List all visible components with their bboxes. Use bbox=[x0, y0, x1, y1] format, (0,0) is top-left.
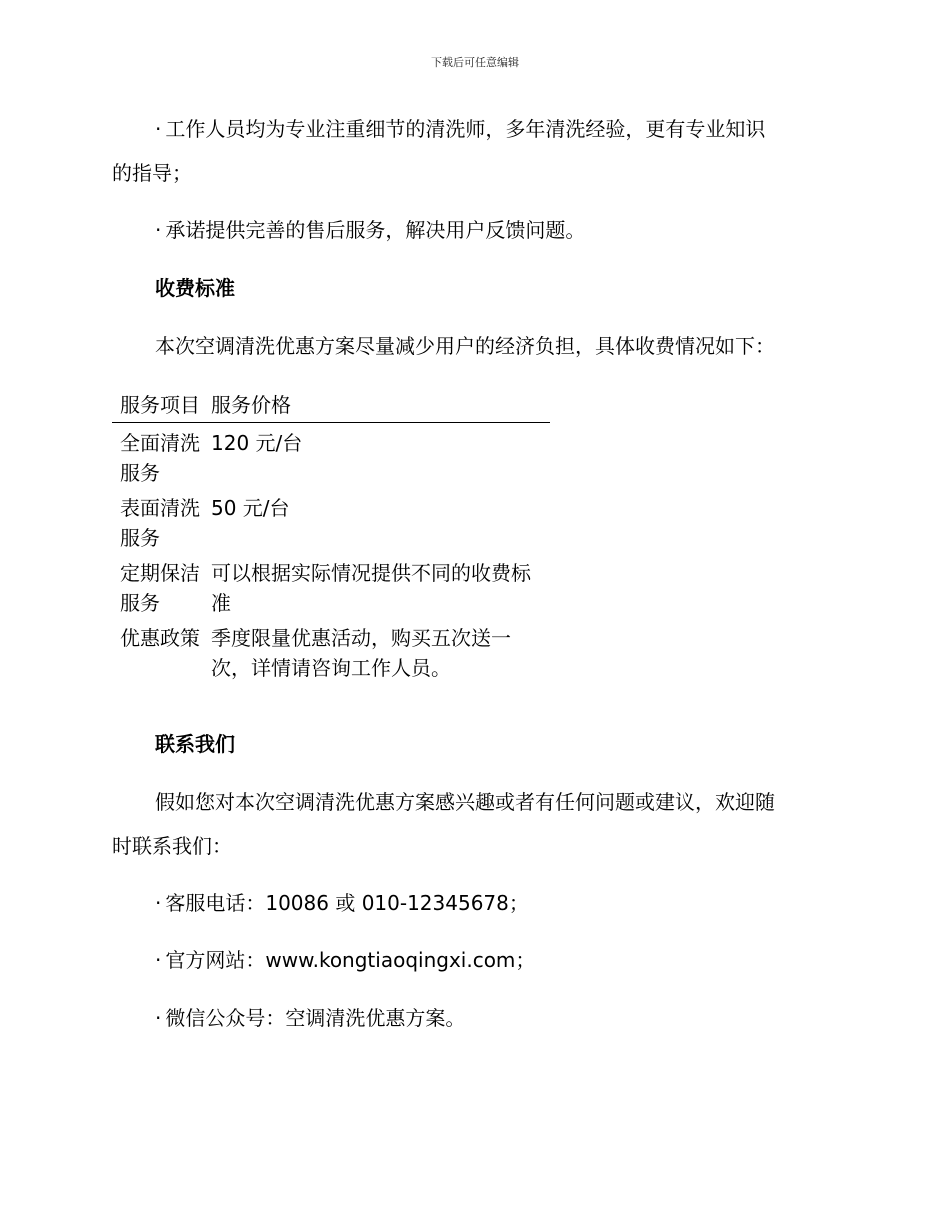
contact-wechat-text: 微信公众号：空调清洗优惠方案。 bbox=[165, 1006, 466, 1030]
bullet-item-aftersales bbox=[155, 208, 585, 253]
bullet-item-staff-continued: 的指导； bbox=[112, 161, 192, 185]
fees-table bbox=[112, 390, 550, 683]
cell-service-price: 季度限量优惠活动，购买五次送一次，详情请咨询工作人员。 bbox=[211, 626, 511, 680]
bullet-text: 工作人员均为专业注重细节的清洗师，多年清洗经验，更有专业知识 bbox=[165, 117, 766, 141]
contact-wechat-item bbox=[155, 996, 465, 1041]
cell-service-item: 全面清洗服务 bbox=[120, 431, 200, 485]
cell-service-item: 表面清洗服务 bbox=[120, 496, 200, 550]
contact-website-item bbox=[155, 938, 535, 983]
cell-service-price: 50 元/台 bbox=[211, 496, 290, 520]
bullet-dot: · bbox=[155, 218, 162, 242]
table-row bbox=[112, 423, 550, 489]
cell-service-price: 120 元/台 bbox=[211, 431, 303, 455]
bullet-text: 承诺提供完善的售后服务，解决用户反馈问题。 bbox=[165, 218, 586, 242]
table-header-row bbox=[112, 390, 550, 423]
cell-service-price: 可以根据实际情况提供不同的收费标准 bbox=[211, 561, 531, 615]
contact-intro: 假如您对本次空调清洗优惠方案感兴趣或者有任何问题或建议，欢迎随 bbox=[155, 790, 775, 814]
cell-service-item: 定期保洁服务 bbox=[120, 561, 200, 615]
contact-heading: 联系我们 bbox=[155, 732, 235, 756]
table-row bbox=[112, 618, 550, 683]
contact-intro-continued: 时联系我们： bbox=[112, 834, 232, 858]
contact-phone-text: 客服电话：10086 或 010-12345678； bbox=[165, 891, 529, 915]
fees-intro: 本次空调清洗优惠方案尽量减少用户的经济负担，具体收费情况如下： bbox=[155, 334, 775, 358]
col-header-service-item: 服务项目 bbox=[120, 393, 200, 417]
fees-heading: 收费标准 bbox=[155, 276, 235, 300]
page-header: 下载后可任意编辑 bbox=[431, 56, 519, 69]
table-row bbox=[112, 553, 550, 618]
bullet-dot: · bbox=[155, 891, 162, 915]
cell-service-item: 优惠政策 bbox=[120, 626, 200, 650]
bullet-item-staff bbox=[155, 107, 765, 152]
bullet-dot: · bbox=[155, 117, 162, 141]
bullet-dot: · bbox=[155, 948, 162, 972]
col-header-service-price: 服务价格 bbox=[211, 393, 291, 417]
contact-phone-item bbox=[155, 881, 529, 926]
table-row bbox=[112, 488, 550, 553]
contact-website-text: 官方网站：www.kongtiaoqingxi.com； bbox=[165, 948, 536, 972]
bullet-dot: · bbox=[155, 1006, 162, 1030]
